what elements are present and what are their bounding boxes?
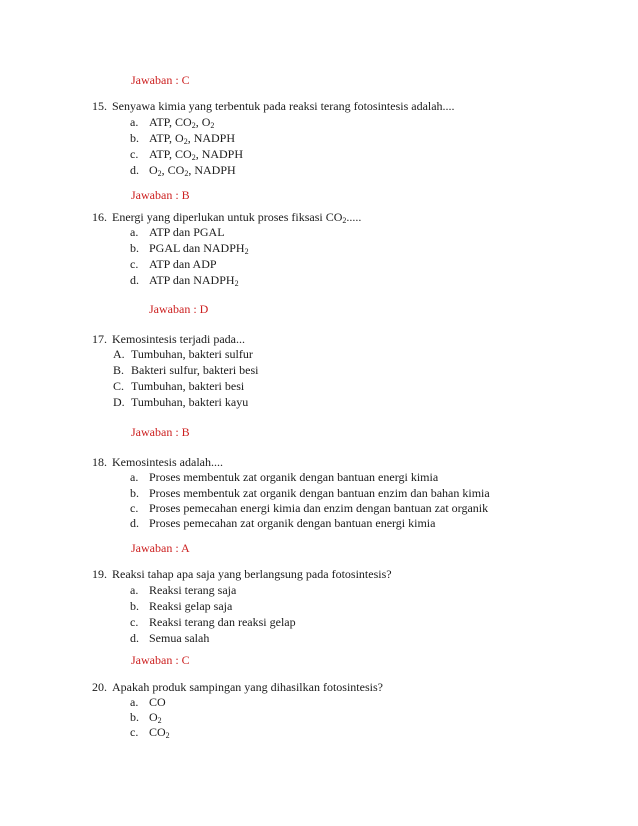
option-text: Reaksi gelap saja	[149, 599, 233, 613]
question-number: 20.	[92, 680, 107, 694]
option-text: $CO_2$	[149, 725, 170, 740]
option-letter: b.	[130, 710, 139, 724]
option-letter: c.	[130, 615, 139, 629]
option-letter: c.	[130, 725, 139, 739]
question-text: Reaksi tahap apa saja yang berlangsung pada fotosintesis?	[112, 567, 392, 581]
option-letter: b.	[130, 241, 139, 255]
question-number: 19.	[92, 567, 107, 581]
option-letter: a.	[130, 695, 139, 709]
option-text: ATP dan ADP	[149, 257, 217, 271]
option-text: ATP, $CO_2$, $O_2$	[149, 115, 215, 130]
option-letter: c.	[130, 147, 139, 161]
option-text: ATP dan PGAL	[149, 225, 225, 239]
option-letter: a.	[130, 225, 139, 239]
option-text: Proses membentuk zat organik dengan bantuan enzim dan bahan kimia	[149, 486, 490, 500]
option-text: Tumbuhan, bakteri besi	[131, 379, 245, 393]
option-text: $O_2$	[149, 710, 162, 725]
answer-key: Jawaban : D	[149, 302, 209, 316]
option-letter: C.	[113, 379, 125, 393]
option-text: Reaksi terang dan reaksi gelap	[149, 615, 296, 629]
option-text: ATP dan $NADPH_2$	[149, 273, 239, 288]
option-text: Proses membentuk zat organik dengan bantuan energi kimia	[149, 470, 439, 484]
question-number: 18.	[92, 455, 107, 469]
question-text: Senyawa kimia yang terbentuk pada reaksi terang fotosintesis adalah....	[112, 99, 455, 113]
option-letter: b.	[130, 486, 139, 500]
option-letter: a.	[130, 470, 139, 484]
answer-key: Jawaban : C	[131, 653, 190, 667]
option-letter: a.	[130, 115, 139, 129]
option-letter: b.	[130, 599, 139, 613]
option-letter: a.	[130, 583, 139, 597]
option-letter: c.	[130, 501, 139, 515]
option-letter: D.	[113, 395, 125, 409]
question-number: 15.	[92, 99, 107, 113]
option-letter: d.	[130, 273, 139, 287]
question-text: Apakah produk sampingan yang dihasilkan fotosintesis?	[112, 680, 383, 694]
question-text: Energi yang diperlukan untuk proses fiksasi $CO_2$.....	[112, 210, 362, 225]
option-letter: c.	[130, 257, 139, 271]
question-text: Kemosintesis terjadi pada...	[112, 332, 245, 346]
option-text: Proses pemecahan zat organik dengan bantuan energi kimia	[149, 516, 436, 530]
option-text: CO	[149, 695, 166, 709]
option-letter: A.	[113, 347, 125, 361]
answer-key: Jawaban : A	[131, 541, 190, 555]
option-text: Proses pemecahan energi kimia dan enzim dengan bantuan zat organik	[149, 501, 489, 515]
option-text: Tumbuhan, bakteri sulfur	[131, 347, 253, 361]
question-number: 16.	[92, 210, 107, 224]
option-text: Tumbuhan, bakteri kayu	[131, 395, 249, 409]
option-letter: d.	[130, 516, 139, 530]
option-text: ATP, $O_2$, NADPH	[149, 131, 236, 146]
option-letter: d.	[130, 631, 139, 645]
answer-key: Jawaban : C	[131, 73, 190, 87]
option-letter: b.	[130, 131, 139, 145]
option-text: $O_2$, $CO_2$, NADPH	[149, 163, 236, 178]
option-text: PGAL dan $NADPH_2$	[149, 241, 249, 256]
question-number: 17.	[92, 332, 107, 346]
option-text: ATP, $CO_2$, NADPH	[149, 147, 244, 162]
question-text: Kemosintesis adalah....	[112, 455, 223, 469]
option-text: Bakteri sulfur, bakteri besi	[131, 363, 259, 377]
option-letter: B.	[113, 363, 125, 377]
answer-key: Jawaban : B	[131, 425, 190, 439]
option-text: Semua salah	[149, 631, 210, 645]
option-text: Reaksi terang saja	[149, 583, 237, 597]
option-letter: d.	[130, 163, 139, 177]
answer-key: Jawaban : B	[131, 188, 190, 202]
